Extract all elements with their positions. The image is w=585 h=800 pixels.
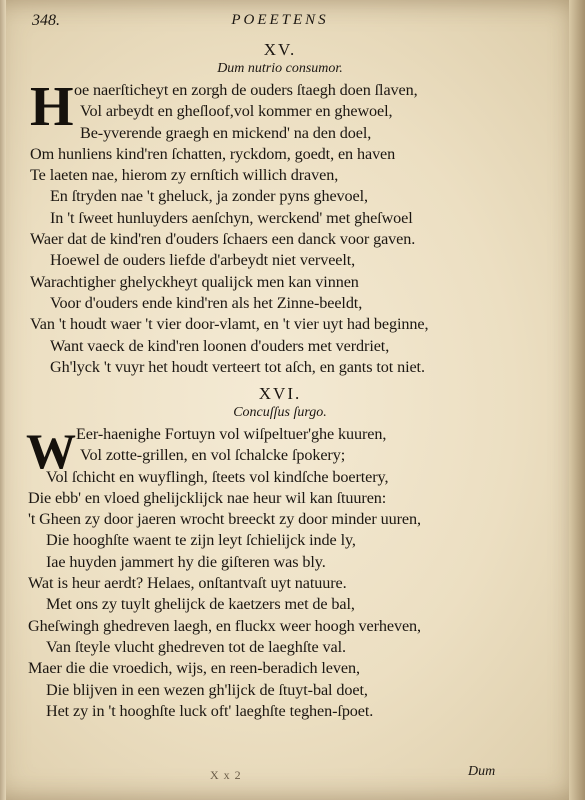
verse-line: Waer dat de kind'ren d'ouders ſchaers een danck voor gaven. [30, 230, 416, 249]
verse-line: Te laeten nae, hierom zy ernſtich willich draven, [30, 166, 339, 185]
verse-line: 't Gheen zy door jaeren wrocht breeckt zy door minder uuren, [28, 510, 421, 529]
running-title: POEETENS [231, 12, 329, 28]
verse-line: Die ebb' en vloed ghelijcklijck nae heur wil kan ſtuuren: [28, 488, 387, 507]
verse-line: Wat is heur aerdt? Helaes, onſtantvaſt uyt natuure. [28, 574, 347, 593]
verse-line: Be-yverende graegh en mickend' na den doel, [80, 123, 372, 142]
verse-line: Iae huyden jammert hy die giſteren was bly. [46, 552, 326, 571]
poem-verses [0, 76, 560, 378]
drop-cap: H [30, 76, 74, 138]
verse-line: Voor d'ouders ende kind'ren als het Zinne-beeldt, [50, 293, 363, 312]
verse-line: In 't ſweet hunluyders aenſchyn, werckend' met gheſwoel [50, 208, 413, 227]
poem-motto: Dum nutrio consumor. [217, 61, 343, 76]
verse-line: Vol zotte-grillen, en vol ſchalcke ſpokery; [80, 446, 346, 465]
verse-line: Van 't houdt waer 't vier door-vlamt, en 't vier uyt had beginne, [30, 315, 429, 334]
verse-line: Vol arbeydt en gheſloof,vol kommer en ghewoel, [80, 102, 393, 121]
running-head [0, 6, 560, 36]
poem-numeral: XV. [263, 40, 297, 59]
verse-line: En ſtryden nae 't gheluck, ja zonder pyns ghevoel, [50, 187, 368, 206]
verse-line: Gheſwingh ghedreven laegh, en fluckx weer hoogh verheven, [28, 616, 421, 635]
verse-line: Het zy in 't hooghſte luck oft' laeghſte teghen-ſpoet. [46, 701, 374, 720]
poem-xv [0, 40, 560, 378]
verse-line: Om hunliens kind'ren ſchatten, ryckdom, goedt, en haven [30, 144, 396, 163]
verse-line: Warachtigher ghelyckheyt qualijck men kan vinnen [30, 272, 359, 291]
poem-xvi [0, 384, 560, 722]
poem-verses [0, 424, 560, 722]
verse-line: Want vaeck de kind'ren loonen d'ouders met verdriet, [50, 336, 390, 355]
page-number: 348. [32, 12, 60, 29]
verse-line: Vol ſchicht en wuyflingh, ſteets vol kindſche boertery, [46, 467, 389, 486]
catchword: Dum [468, 764, 496, 779]
verse-line: Die blijven in een wezen gh'lijck de ſtuyt-bal doet, [46, 680, 368, 699]
verse-line: Met ons zy tuylt ghelijck de kaetzers met de bal, [46, 595, 355, 614]
verse-line: Gh'lyck 't vuyr het houdt verteert tot aſch, en gants tot niet. [50, 357, 425, 376]
printer-signature: X x 2 [210, 768, 242, 782]
page-footer [0, 764, 560, 788]
verse-line: Die hooghſte waent te zijn leyt ſchielijck inde ly, [46, 531, 356, 550]
drop-cap: W [26, 423, 76, 479]
poem-numeral: XVI. [258, 384, 302, 403]
poem-motto: Concuſſus ſurgo. [233, 405, 327, 420]
verse-line: oe naerſticheyt en zorgh de ouders ſtaegh doen ſlaven, [74, 81, 418, 99]
verse-line: Eer-haenighe Fortuyn vol wiſpeltuer'ghe kuuren, [76, 425, 387, 443]
verse-line: Maer die die vroedich, wijs, en reen-beradich leven, [28, 659, 360, 678]
verse-line: Hoewel de ouders liefde d'arbeydt niet verveelt, [50, 251, 356, 270]
verse-line: Van ſteyle vlucht ghedreven tot de laeghſte val. [46, 637, 346, 656]
next-page-edge [569, 0, 585, 800]
